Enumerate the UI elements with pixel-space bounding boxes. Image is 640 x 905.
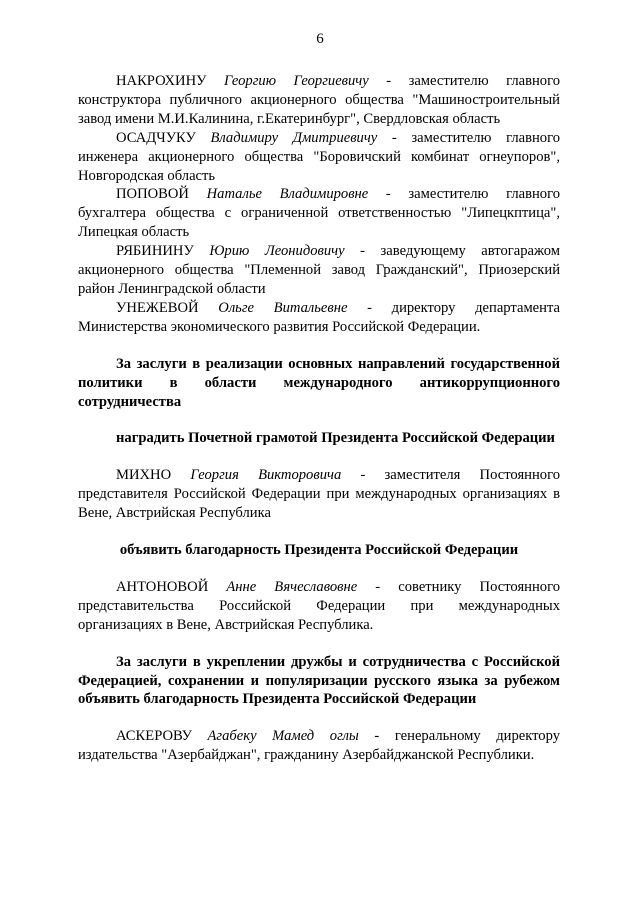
awardee-surname: АНТОНОВОЙ — [116, 578, 209, 595]
awardee-position: - заместителя Постоянного представителя Российской Федерации при международных организациях в Вене, Австрийская Республика — [78, 467, 560, 522]
awardee-entry — [78, 466, 560, 523]
awardee-name: Наталье Владимировне — [206, 186, 369, 203]
awardee-surname: ПОПОВОЙ — [116, 186, 189, 203]
awardee-surname: НАКРОХИНУ — [116, 73, 207, 89]
awardee-position: - заместителю главного бухгалтера общества с ограниченной ответственностью "Липецкптица", Липецкая область — [78, 186, 561, 241]
awardee-surname: МИХНО — [116, 467, 172, 484]
awardee-name: Георгию Георгиевичу — [223, 73, 369, 89]
awardee-name: Юрию Леонидовичу — [209, 243, 345, 260]
page-number: 6 — [316, 31, 324, 47]
awardee-surname: РЯБИНИНУ — [116, 243, 194, 260]
document-body — [78, 72, 560, 765]
awardee-name: Анне Вячеславовне — [226, 578, 358, 595]
awardee-surname: АСКЕРОВУ — [116, 728, 192, 745]
awardee-entry — [78, 242, 560, 299]
awardee-name: Владимиру Дмитриевичу — [210, 129, 378, 146]
award-decision: наградить Почетной грамотой Президента Российской Федерации — [116, 430, 555, 447]
awardee-entry — [78, 185, 560, 242]
awardee-entry — [78, 299, 560, 337]
awardee-name: Георгия Викторовича — [190, 467, 342, 484]
awardee-position: - советнику Постоянного представительства Российской Федерации при международных организациях в Вене, Австрийская Республика. — [78, 578, 560, 633]
awardee-position: - заместителю главного конструктора публичного акционерного общества "Машиностроительный завод имени М.И.Калинина, г.Екатеринбург", Свердловская область — [78, 73, 560, 127]
awardee-entry — [78, 72, 560, 129]
awardee-position: - генеральному директору издательства "Азербайджан", гражданину Азербайджанской Республики. — [78, 728, 560, 764]
section-heading: За заслуги в реализации основных направлений государственной политики в области международного антикоррупционного сотрудничества — [78, 355, 560, 410]
award-decision: объявить благодарность Президента Российской Федерации — [119, 542, 519, 559]
awardee-surname: УНЕЖЕВОЙ — [116, 299, 199, 316]
awardee-name: Агабеку Мамед оглы — [207, 728, 359, 745]
awardee-position: - заместителю главного инженера акционерного общества "Боровичский комбинат огнеупоров", Новгородская область — [78, 129, 560, 184]
awardee-entry — [78, 129, 560, 186]
awardee-name: Ольге Витальевне — [218, 299, 348, 316]
awardee-position: - заведующему автогаражом акционерного общества "Племенной завод Гражданский", Приозерский район Ленинградской области — [78, 243, 560, 297]
awardee-position: - директору департамента Министерства экономического развития Российской Федерации. — [78, 299, 561, 335]
awardee-entry — [78, 727, 560, 765]
awardee-entry — [78, 578, 560, 635]
awardee-surname: ОСАДЧУКУ — [116, 129, 196, 146]
section-heading: За заслуги в укреплении дружбы и сотрудничества с Российской Федерацией, сохранении и популяризации русского языка за рубежом объявить благодарность Президента Российской Федерации — [78, 653, 560, 708]
